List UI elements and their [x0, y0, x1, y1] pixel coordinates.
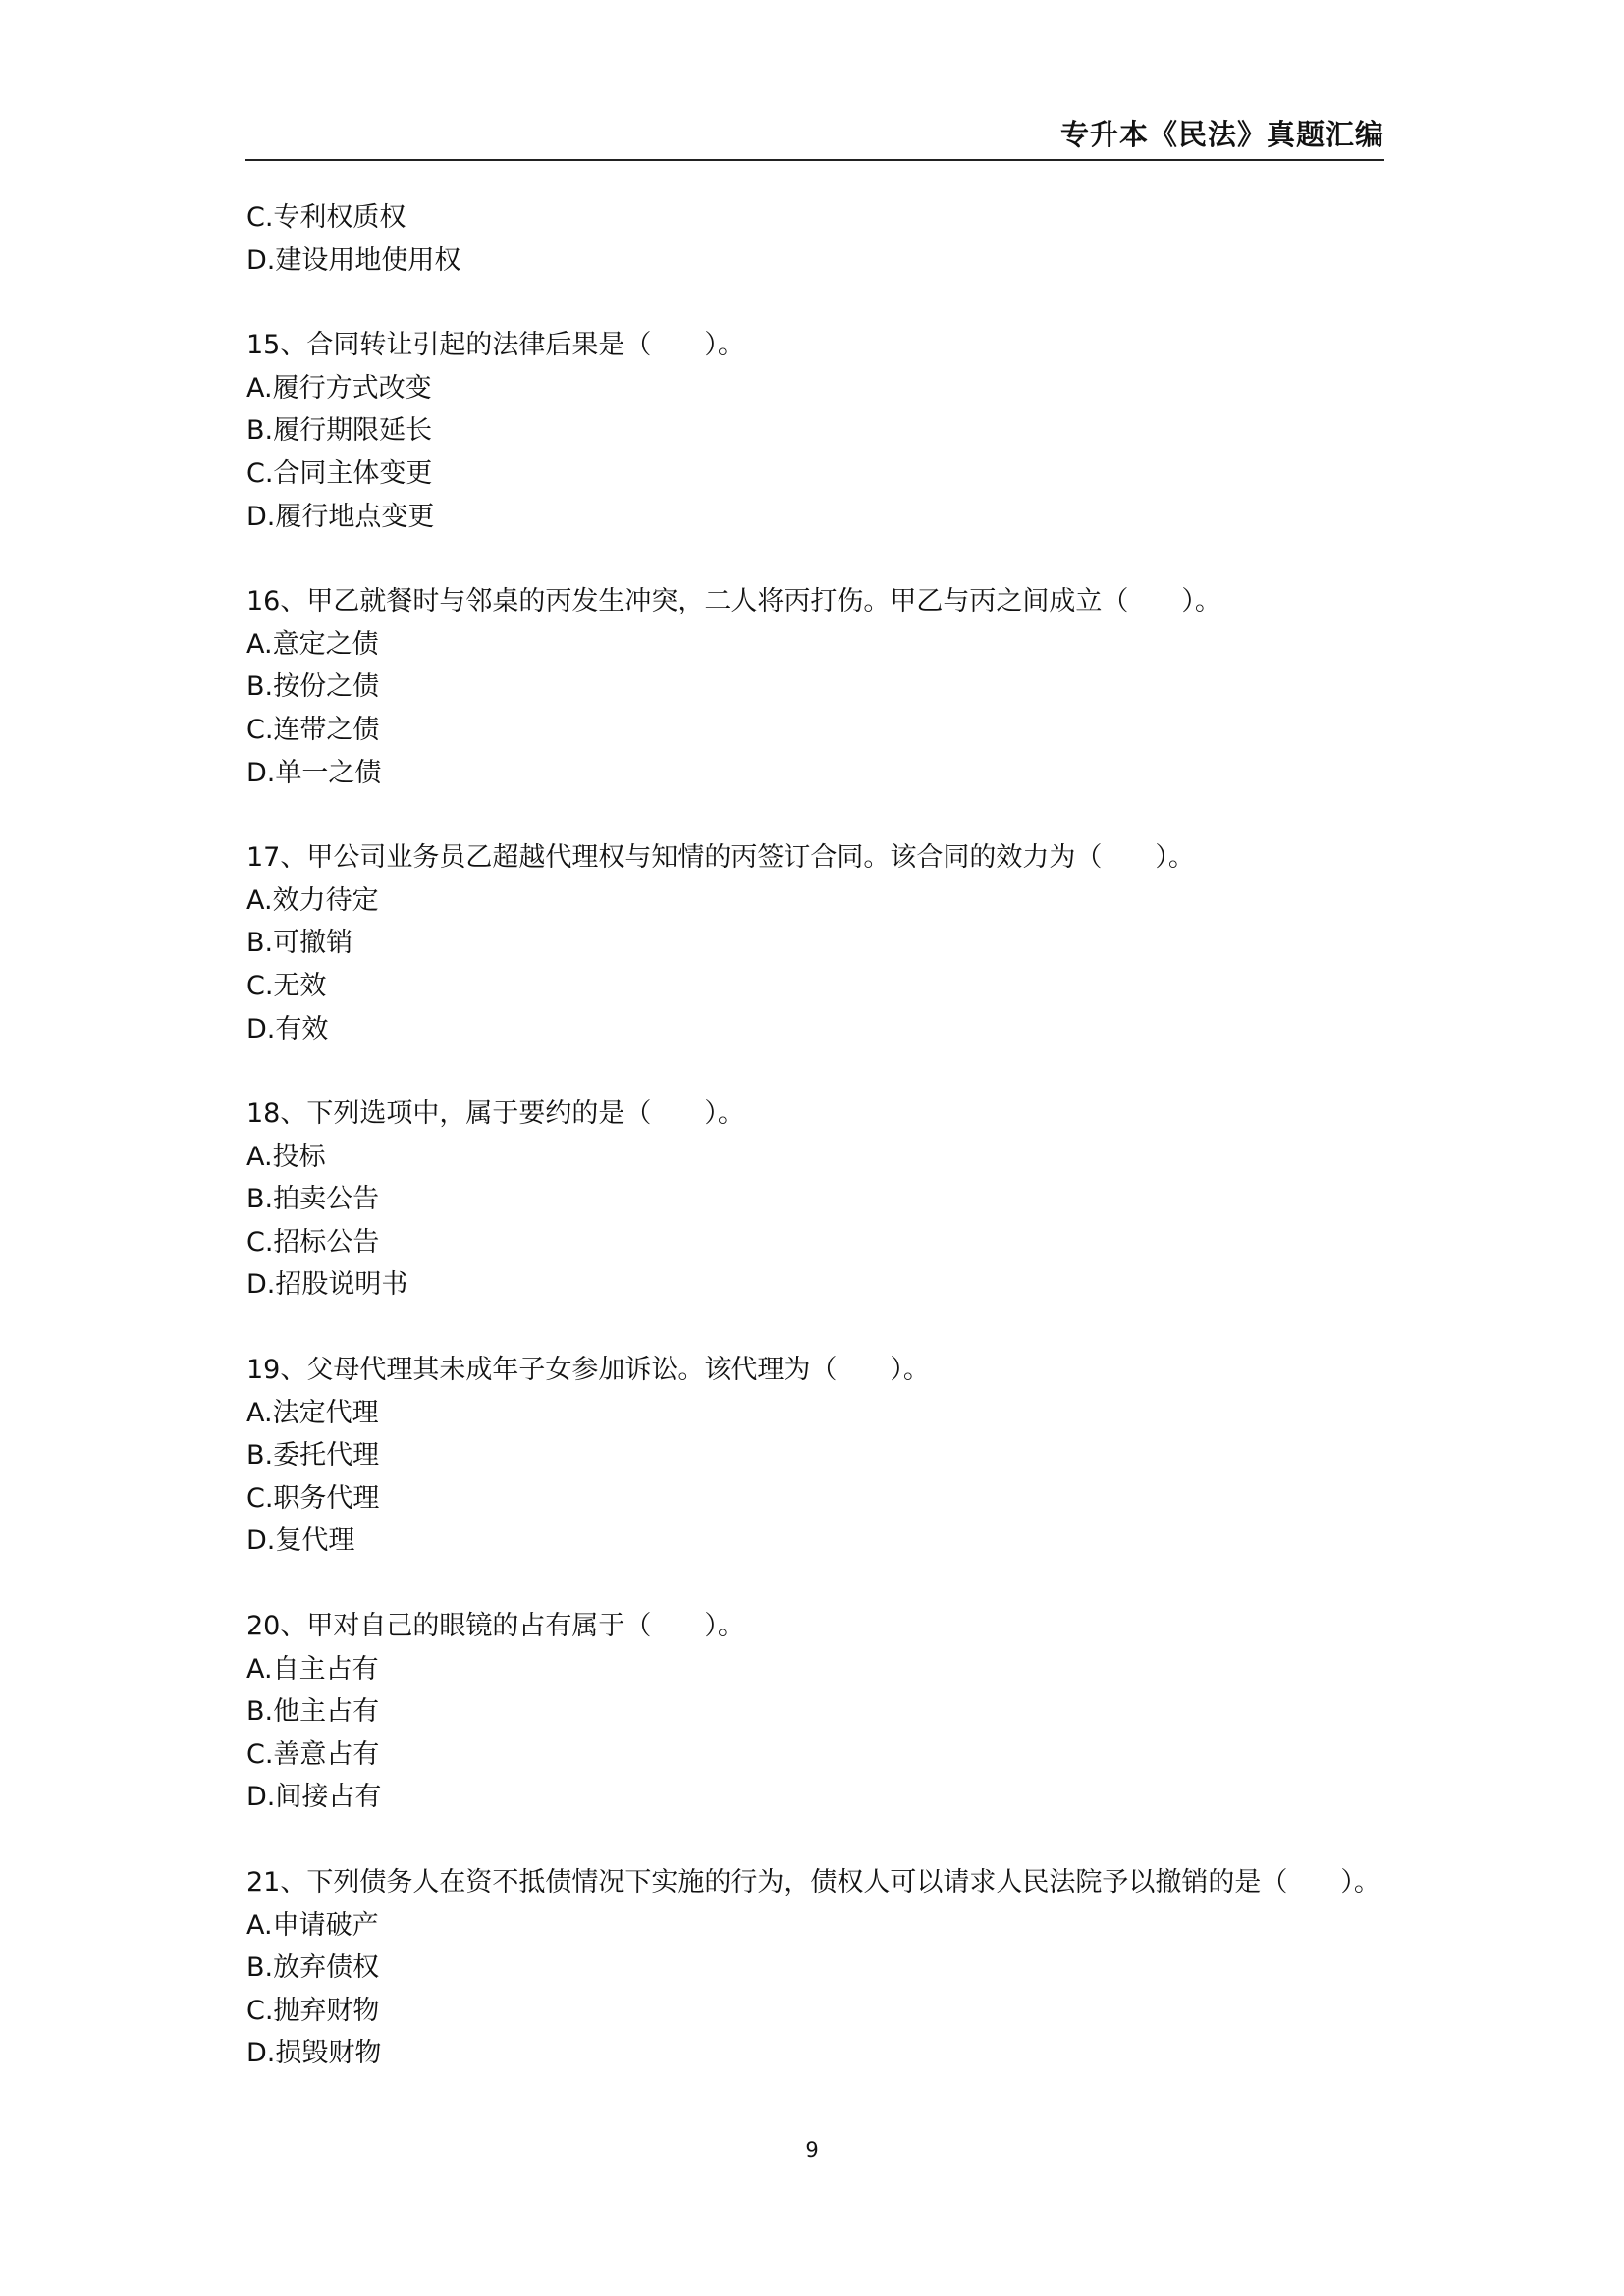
carryover-options: [246, 196, 1425, 282]
option-d: D.单一之债: [246, 757, 382, 788]
option-c: C.无效: [246, 970, 327, 1001]
page-header: [245, 116, 1384, 161]
page-content: [246, 196, 1425, 2075]
question-17: [246, 836, 1425, 1050]
question-stem: 20、甲对自己的眼镜的占有属于（ ）。: [246, 1611, 744, 1642]
option-c: C.抛弃财物: [246, 1995, 380, 2026]
option-c: C.连带之债: [246, 714, 380, 745]
question-20: [246, 1605, 1425, 1819]
option-c: C.合同主体变更: [246, 457, 433, 489]
question-stem: 16、甲乙就餐时与邻桌的丙发生冲突，二人将丙打伤。甲乙与丙之间成立（ ）。: [246, 586, 1221, 617]
question-16: [246, 580, 1425, 794]
option-d: D.招股说明书: [246, 1269, 408, 1301]
option-a: A.投标: [246, 1141, 326, 1172]
option-c: C.职务代理: [246, 1482, 380, 1514]
option-a: A.效力待定: [246, 884, 379, 916]
option-b: B.拍卖公告: [246, 1184, 380, 1215]
question-stem: 18、下列选项中，属于要约的是（ ）。: [246, 1098, 744, 1130]
option-a: A.意定之债: [246, 628, 379, 660]
question-18: [246, 1093, 1425, 1307]
option-d: D.间接占有: [246, 1782, 382, 1813]
option-b: B.履行期限延长: [246, 415, 433, 447]
option-c: C.善意占有: [246, 1738, 380, 1770]
question-15: [246, 324, 1425, 538]
question-stem: 17、甲公司业务员乙超越代理权与知情的丙签订合同。该合同的效力为（ ）。: [246, 842, 1195, 874]
option-b: B.可撤销: [246, 928, 353, 959]
document-title: 专升本《民法》真题汇编: [1059, 118, 1384, 151]
option-b: B.委托代理: [246, 1440, 380, 1471]
option-d: D.损毁财物: [246, 2038, 382, 2069]
option-b: B.他主占有: [246, 1696, 380, 1728]
question-stem: 21、下列债务人在资不抵债情况下实施的行为，债权人可以请求人民法院予以撤销的是（ ）。: [246, 1867, 1380, 1897]
option-a: A.法定代理: [246, 1397, 379, 1428]
option-b: B.放弃债权: [246, 1952, 380, 1984]
question-stem: 19、父母代理其未成年子女参加诉讼。该代理为（ ）。: [246, 1355, 930, 1386]
option-d: D.复代理: [246, 1525, 355, 1557]
option-d: D.建设用地使用权: [246, 244, 461, 276]
option-b: B.按份之债: [246, 671, 380, 703]
option-d: D.履行地点变更: [246, 501, 435, 532]
page-number: 9: [805, 2138, 819, 2162]
option-a: A.履行方式改变: [246, 372, 432, 403]
option-d: D.有效: [246, 1013, 329, 1044]
question-19: [246, 1349, 1425, 1563]
option-c: C.专利权质权: [246, 202, 406, 233]
question-stem: 15、合同转让引起的法律后果是（ ）。: [246, 330, 744, 361]
option-a: A.申请破产: [246, 1909, 379, 1941]
option-a: A.自主占有: [246, 1653, 379, 1684]
option-c: C.招标公告: [246, 1226, 380, 1257]
question-21: [246, 1861, 1425, 2075]
